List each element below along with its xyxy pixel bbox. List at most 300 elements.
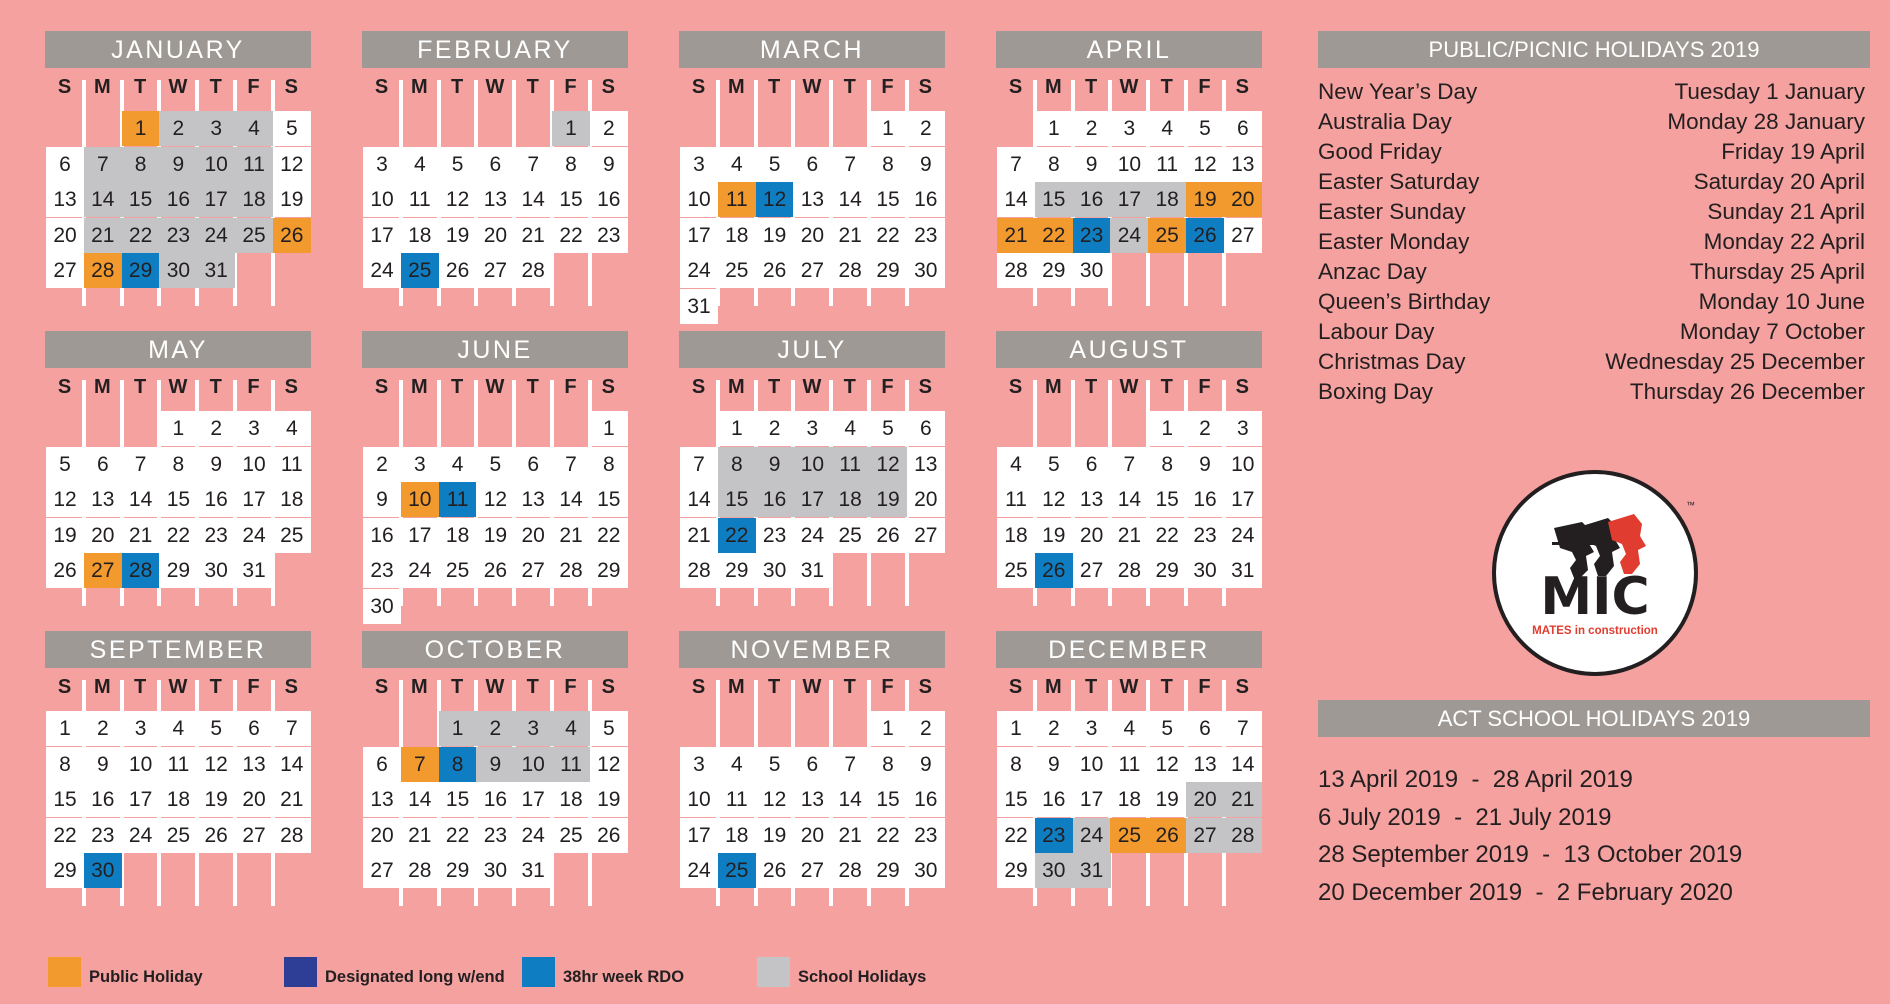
legend-swatch xyxy=(48,957,81,987)
day-cell: 15 xyxy=(552,182,590,217)
day-cell: 19 xyxy=(1148,782,1186,817)
day-cell: 25 xyxy=(401,253,439,288)
day-cell: 16 xyxy=(1073,182,1111,217)
public-holiday-row xyxy=(1318,257,1865,287)
day-cell: 23 xyxy=(1035,818,1073,853)
weekday-header: M xyxy=(93,376,111,398)
day-cell: 28 xyxy=(84,253,122,288)
day-cell: 29 xyxy=(46,853,84,888)
day-cell: 11 xyxy=(831,447,869,482)
day-cell: 14 xyxy=(997,182,1035,217)
day-cell: 6 xyxy=(1224,111,1262,146)
day-cell: 2 xyxy=(197,411,235,446)
day-cell: 17 xyxy=(197,182,235,217)
day-cell: 7 xyxy=(1110,447,1148,482)
day-cell: 6 xyxy=(84,447,122,482)
weekday-header: S xyxy=(1235,676,1249,698)
month-title: FEBRUARY xyxy=(362,31,628,68)
day-cell: 22 xyxy=(590,518,628,553)
day-cell: 11 xyxy=(401,182,439,217)
day-cell: 8 xyxy=(159,447,197,482)
day-cell: 30 xyxy=(159,253,197,288)
day-cell: 18 xyxy=(401,218,439,253)
month-title: MARCH xyxy=(679,31,945,68)
public-holidays-header xyxy=(1318,31,1870,68)
weekday-header: T xyxy=(1084,376,1098,398)
day-cell: 15 xyxy=(122,182,160,217)
day-cell: 4 xyxy=(1110,711,1148,746)
weekday-header: S xyxy=(284,76,298,98)
day-cell: 3 xyxy=(401,447,439,482)
day-cell: 6 xyxy=(907,411,945,446)
day-cell: 8 xyxy=(590,447,628,482)
day-cell: 2 xyxy=(1035,711,1073,746)
weekday-header: T xyxy=(450,76,464,98)
weekday-header: T xyxy=(1084,676,1098,698)
day-cell: 20 xyxy=(235,782,273,817)
holiday-date: Sunday 21 April xyxy=(1707,199,1865,224)
month-title: AUGUST xyxy=(996,331,1262,368)
day-cell: 18 xyxy=(159,782,197,817)
day-cell: 31 xyxy=(514,853,552,888)
day-cell: 27 xyxy=(1186,818,1224,853)
day-cell: 13 xyxy=(1186,747,1224,782)
holiday-name: Easter Monday xyxy=(1318,229,1470,254)
holiday-date: Monday 22 April xyxy=(1703,229,1865,254)
month-december xyxy=(996,631,1262,922)
legend-item xyxy=(522,955,684,987)
day-cell: 7 xyxy=(122,447,160,482)
day-cell: 17 xyxy=(1110,182,1148,217)
day-cell: 28 xyxy=(680,553,718,588)
holiday-date: Monday 7 October xyxy=(1679,319,1865,344)
day-cell: 4 xyxy=(718,747,756,782)
weekday-header: S xyxy=(57,76,72,98)
weekday-header: W xyxy=(168,376,188,398)
weekday-header: M xyxy=(727,76,745,98)
day-cell: 11 xyxy=(159,747,197,782)
day-cell: 20 xyxy=(1186,782,1224,817)
day-cell: 3 xyxy=(514,711,552,746)
day-cell: 11 xyxy=(997,482,1035,517)
day-cell: 23 xyxy=(159,218,197,253)
day-cell: 11 xyxy=(273,447,311,482)
day-cell: 19 xyxy=(1186,182,1224,217)
day-cell: 13 xyxy=(84,482,122,517)
day-cell: 14 xyxy=(1224,747,1262,782)
day-cell: 7 xyxy=(1224,711,1262,746)
day-grid xyxy=(679,72,945,322)
day-cell: 10 xyxy=(197,147,235,182)
day-cell: 13 xyxy=(46,182,84,217)
day-cell: 21 xyxy=(122,518,160,553)
day-cell: 9 xyxy=(84,747,122,782)
day-grid xyxy=(996,72,1262,322)
day-cell: 12 xyxy=(439,182,477,217)
day-cell: 4 xyxy=(159,711,197,746)
day-cell: 10 xyxy=(680,782,718,817)
weekday-header: F xyxy=(247,676,260,698)
day-cell: 25 xyxy=(273,518,311,553)
day-cell: 3 xyxy=(680,747,718,782)
day-grid xyxy=(996,372,1262,622)
day-cell: 23 xyxy=(590,218,628,253)
day-cell: 24 xyxy=(363,253,401,288)
day-cell: 14 xyxy=(552,482,590,517)
month-january xyxy=(45,31,311,322)
day-cell: 22 xyxy=(718,518,756,553)
day-cell: 25 xyxy=(235,218,273,253)
weekday-header: M xyxy=(93,76,111,98)
day-cell: 1 xyxy=(159,411,197,446)
day-cell: 29 xyxy=(439,853,477,888)
day-cell: 6 xyxy=(363,747,401,782)
month-april xyxy=(996,31,1262,322)
day-cell: 23 xyxy=(756,518,794,553)
day-cell: 24 xyxy=(793,518,831,553)
day-cell: 5 xyxy=(1035,447,1073,482)
day-cell: 10 xyxy=(1110,147,1148,182)
holiday-name: Boxing Day xyxy=(1318,379,1434,404)
legend-label: Public Holiday xyxy=(89,968,203,986)
day-cell: 21 xyxy=(1224,782,1262,817)
day-cell: 3 xyxy=(793,411,831,446)
day-cell: 20 xyxy=(46,218,84,253)
day-cell: 4 xyxy=(831,411,869,446)
school-holiday-range: 20 December 2019 - 2 February 2020 xyxy=(1318,878,1733,906)
day-cell: 13 xyxy=(476,182,514,217)
day-cell: 29 xyxy=(997,853,1035,888)
day-cell: 8 xyxy=(997,747,1035,782)
public-holiday-row xyxy=(1318,377,1865,407)
day-cell: 12 xyxy=(590,747,628,782)
day-cell: 20 xyxy=(84,518,122,553)
day-cell: 9 xyxy=(159,147,197,182)
day-cell: 5 xyxy=(869,411,907,446)
weekday-header: T xyxy=(843,76,856,98)
legend-swatch xyxy=(522,957,555,987)
day-cell: 18 xyxy=(552,782,590,817)
day-cell: 3 xyxy=(363,147,401,182)
holiday-date: Thursday 26 December xyxy=(1629,379,1865,404)
day-cell: 7 xyxy=(273,711,311,746)
day-cell: 15 xyxy=(718,482,756,517)
public-holiday-row xyxy=(1318,317,1865,347)
month-title: APRIL xyxy=(996,31,1262,68)
day-cell: 9 xyxy=(1035,747,1073,782)
day-cell: 7 xyxy=(831,147,869,182)
weekday-header: S xyxy=(918,76,932,98)
day-cell: 20 xyxy=(476,218,514,253)
day-cell: 8 xyxy=(552,147,590,182)
weekday-header: F xyxy=(881,76,894,98)
day-cell: 1 xyxy=(590,411,628,446)
weekday-header: T xyxy=(526,76,539,98)
day-cell: 26 xyxy=(197,818,235,853)
public-holiday-row xyxy=(1318,197,1865,227)
day-cell: 1 xyxy=(869,711,907,746)
weekday-header: T xyxy=(209,376,222,398)
month-july xyxy=(679,331,945,622)
day-cell: 29 xyxy=(718,553,756,588)
day-cell: 20 xyxy=(363,818,401,853)
day-cell: 12 xyxy=(756,182,794,217)
day-cell: 4 xyxy=(1148,111,1186,146)
day-cell: 17 xyxy=(122,782,160,817)
day-cell: 17 xyxy=(363,218,401,253)
day-cell: 27 xyxy=(476,253,514,288)
weekday-header: T xyxy=(133,76,147,98)
day-cell: 13 xyxy=(793,782,831,817)
day-cell: 2 xyxy=(1073,111,1111,146)
day-cell: 10 xyxy=(680,182,718,217)
weekday-header: T xyxy=(133,376,147,398)
day-cell: 26 xyxy=(1035,553,1073,588)
day-cell: 9 xyxy=(1073,147,1111,182)
day-grid xyxy=(679,672,945,922)
day-cell: 14 xyxy=(514,182,552,217)
day-cell: 23 xyxy=(907,818,945,853)
day-cell: 12 xyxy=(46,482,84,517)
day-cell: 17 xyxy=(514,782,552,817)
day-cell: 22 xyxy=(122,218,160,253)
day-cell: 14 xyxy=(831,782,869,817)
day-cell: 12 xyxy=(1186,147,1224,182)
day-cell: 21 xyxy=(273,782,311,817)
day-cell: 19 xyxy=(1035,518,1073,553)
day-cell: 1 xyxy=(439,711,477,746)
day-cell: 12 xyxy=(756,782,794,817)
day-cell: 18 xyxy=(439,518,477,553)
day-cell: 9 xyxy=(756,447,794,482)
holiday-name: Queen’s Birthday xyxy=(1318,289,1491,314)
weekday-header: S xyxy=(284,676,298,698)
day-grid xyxy=(45,672,311,922)
day-cell: 2 xyxy=(363,447,401,482)
legend-item xyxy=(757,955,926,987)
day-cell: 5 xyxy=(439,147,477,182)
weekday-header: T xyxy=(133,676,147,698)
day-cell: 15 xyxy=(869,182,907,217)
day-cell: 2 xyxy=(590,111,628,146)
weekday-header: T xyxy=(209,76,222,98)
day-cell: 9 xyxy=(1186,447,1224,482)
day-cell: 6 xyxy=(514,447,552,482)
weekday-header: T xyxy=(767,76,781,98)
day-cell: 15 xyxy=(439,782,477,817)
day-cell: 17 xyxy=(1224,482,1262,517)
day-cell: 1 xyxy=(122,111,160,146)
day-cell: 12 xyxy=(1035,482,1073,517)
month-title: MAY xyxy=(45,331,311,368)
day-cell: 18 xyxy=(997,518,1035,553)
day-cell: 24 xyxy=(1073,818,1111,853)
day-cell: 19 xyxy=(756,218,794,253)
day-cell: 25 xyxy=(997,553,1035,588)
school-holidays-list xyxy=(1318,761,1870,911)
weekday-header: S xyxy=(601,376,615,398)
day-cell: 5 xyxy=(273,111,311,146)
day-cell: 21 xyxy=(84,218,122,253)
weekday-header: W xyxy=(1119,76,1139,98)
weekday-header: S xyxy=(1008,76,1023,98)
day-cell: 10 xyxy=(793,447,831,482)
day-cell: 17 xyxy=(1073,782,1111,817)
weekday-header: S xyxy=(284,376,298,398)
day-cell: 2 xyxy=(756,411,794,446)
day-cell: 18 xyxy=(235,182,273,217)
day-cell: 16 xyxy=(84,782,122,817)
weekday-header: M xyxy=(410,676,428,698)
mic-logo-tagline: MATES in construction xyxy=(1532,625,1658,637)
day-cell: 15 xyxy=(46,782,84,817)
day-cell: 5 xyxy=(756,147,794,182)
day-cell: 2 xyxy=(159,111,197,146)
day-cell: 19 xyxy=(590,782,628,817)
weekday-header: S xyxy=(1235,376,1249,398)
day-grid xyxy=(679,372,945,622)
day-cell: 25 xyxy=(159,818,197,853)
day-cell: 21 xyxy=(831,818,869,853)
school-holidays-title: ACT SCHOOL HOLIDAYS 2019 xyxy=(1318,700,1870,737)
day-cell: 28 xyxy=(831,853,869,888)
day-cell: 8 xyxy=(869,747,907,782)
day-cell: 9 xyxy=(197,447,235,482)
day-cell: 24 xyxy=(401,553,439,588)
weekday-header: M xyxy=(727,676,745,698)
day-cell: 15 xyxy=(1035,182,1073,217)
day-cell: 17 xyxy=(401,518,439,553)
day-cell: 14 xyxy=(680,482,718,517)
weekday-header: M xyxy=(1044,376,1062,398)
public-holiday-row xyxy=(1318,167,1865,197)
day-cell: 23 xyxy=(907,218,945,253)
day-cell: 15 xyxy=(1148,482,1186,517)
school-holiday-range: 28 September 2019 - 13 October 2019 xyxy=(1318,841,1743,868)
day-cell: 2 xyxy=(476,711,514,746)
day-cell: 30 xyxy=(1035,853,1073,888)
day-cell: 6 xyxy=(793,747,831,782)
weekday-header: S xyxy=(374,376,389,398)
day-cell: 16 xyxy=(907,782,945,817)
day-cell: 9 xyxy=(476,747,514,782)
day-cell: 27 xyxy=(1224,218,1262,253)
day-cell: 6 xyxy=(793,147,831,182)
day-cell: 8 xyxy=(1148,447,1186,482)
trademark-mark: ™ xyxy=(1686,500,1695,510)
holiday-date: Saturday 20 April xyxy=(1693,169,1865,194)
weekday-header: F xyxy=(1198,676,1211,698)
day-cell: 7 xyxy=(514,147,552,182)
day-cell: 1 xyxy=(46,711,84,746)
weekday-header: T xyxy=(526,376,539,398)
weekday-header: S xyxy=(1008,376,1023,398)
day-grid xyxy=(362,372,628,622)
day-cell: 8 xyxy=(718,447,756,482)
weekday-header: W xyxy=(168,676,188,698)
month-november xyxy=(679,631,945,922)
weekday-header: S xyxy=(691,676,706,698)
day-cell: 4 xyxy=(552,711,590,746)
public-holiday-row xyxy=(1318,77,1865,107)
weekday-header: W xyxy=(485,76,505,98)
day-cell: 17 xyxy=(793,482,831,517)
day-cell: 1 xyxy=(869,111,907,146)
day-cell: 3 xyxy=(1073,711,1111,746)
day-cell: 16 xyxy=(756,482,794,517)
weekday-header: F xyxy=(564,376,577,398)
day-cell: 21 xyxy=(1110,518,1148,553)
weekday-header: T xyxy=(1160,376,1173,398)
legend-label: 38hr week RDO xyxy=(563,968,685,986)
day-cell: 15 xyxy=(590,482,628,517)
weekday-header: W xyxy=(802,376,822,398)
day-cell: 26 xyxy=(439,253,477,288)
legend-swatch xyxy=(284,957,317,987)
day-cell: 29 xyxy=(869,253,907,288)
weekday-header: T xyxy=(450,376,464,398)
month-march xyxy=(679,31,945,322)
weekday-header: F xyxy=(1198,76,1211,98)
day-cell: 18 xyxy=(1148,182,1186,217)
day-cell: 3 xyxy=(1110,111,1148,146)
day-cell: 5 xyxy=(46,447,84,482)
day-cell: 5 xyxy=(590,711,628,746)
day-cell: 19 xyxy=(46,518,84,553)
month-title: SEPTEMBER xyxy=(45,631,311,668)
day-cell: 12 xyxy=(1148,747,1186,782)
day-cell: 14 xyxy=(84,182,122,217)
day-cell: 28 xyxy=(401,853,439,888)
day-cell: 28 xyxy=(273,818,311,853)
day-cell: 20 xyxy=(907,482,945,517)
weekday-header: S xyxy=(918,376,932,398)
day-cell: 8 xyxy=(46,747,84,782)
day-cell: 25 xyxy=(1110,818,1148,853)
day-cell: 13 xyxy=(907,447,945,482)
legend-label: School Holidays xyxy=(798,968,927,986)
weekday-header: M xyxy=(410,76,428,98)
mic-logo-letters: MIC xyxy=(1540,567,1650,627)
day-grid xyxy=(45,72,311,322)
day-cell: 15 xyxy=(869,782,907,817)
day-cell: 29 xyxy=(122,253,160,288)
day-cell: 13 xyxy=(1073,482,1111,517)
day-cell: 20 xyxy=(793,218,831,253)
day-cell: 24 xyxy=(680,253,718,288)
day-cell: 18 xyxy=(718,218,756,253)
day-cell: 17 xyxy=(680,218,718,253)
school-holiday-range: 13 April 2019 - 28 April 2019 xyxy=(1318,766,1633,793)
day-cell: 15 xyxy=(159,482,197,517)
weekday-header: W xyxy=(485,376,505,398)
day-cell: 16 xyxy=(476,782,514,817)
weekday-header: T xyxy=(843,376,856,398)
weekday-header: M xyxy=(93,676,111,698)
holiday-name: Good Friday xyxy=(1318,139,1442,164)
day-cell: 22 xyxy=(46,818,84,853)
day-cell: 11 xyxy=(552,747,590,782)
holiday-date: Tuesday 1 January xyxy=(1674,79,1865,104)
day-cell: 31 xyxy=(1073,853,1111,888)
public-holiday-row xyxy=(1318,227,1865,257)
month-title: JULY xyxy=(679,331,945,368)
day-cell: 26 xyxy=(273,218,311,253)
holiday-date: Friday 19 April xyxy=(1721,139,1865,164)
month-title: JANUARY xyxy=(45,31,311,68)
day-cell: 23 xyxy=(476,818,514,853)
day-cell: 24 xyxy=(1224,518,1262,553)
